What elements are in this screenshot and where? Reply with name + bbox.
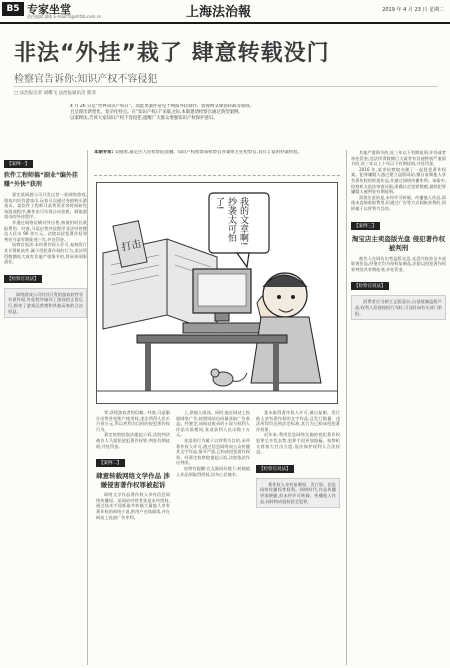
header-rule [0,22,450,24]
section-title: 专家坐堂 [27,3,71,16]
body-paragraph: 检察官说法:未经著作权人许可,复制发行其计算机软件,属于侵犯著作权的行为,违法所得数额较大或有其他严重情节的,将承担刑事责任。 [4,242,87,265]
case-tag: 【检察官说法】 [256,465,294,473]
body-paragraph: 检察官提醒:在互联网环境下,转载他人作品须取得授权,切勿心存侥幸。 [176,465,250,477]
prosecutor-note-box [4,288,87,318]
expert-intro [94,150,340,176]
box-text: 消费者应当树立正版意识,自觉抵制盗版产品;权利人发现侵权行为时,可及时向有关部门举报。 [355,299,442,316]
page-header [0,0,450,24]
lead-line: 4 月 26 日是“世界知识产权日”。而此类案件常见于网游外挂制作、影视网文肆意转载等领域, [70,104,251,109]
middle-column-1 [96,410,170,665]
body-paragraph: 被告人在网店出售盗版光盘,光盘内容涉及多部影视作品,经鉴定均为侵权复制品,法院以侵犯著作权罪判处其有期徒刑,并处罚金。 [351,255,446,272]
case-title: 软件工程师搞“副业”编外挂赚“外快”获刑 [4,172,78,188]
middle-column-3 [256,410,340,665]
cartoon-drawing [97,183,338,404]
body-paragraph: 张某的行为属于以营利为目的,未经著作权人许可,通过信息网络向公众传播其文字作品,情节严重,已构成侵犯著作权罪。经嘉定检察院提起公诉,法院依法作出判决。 [176,437,250,466]
body-paragraph: 近年来,利用信息网络实施的侵犯著作权犯罪呈多发态势,犯罪手段更加隐蔽。检察机关将加大打击力度,依法保护权利人合法权益。 [256,432,340,455]
expert-label: 本期专家: [94,150,114,155]
body-paragraph: 并通过网络店铺对外出售,按使用时长收取费用。经查,马某出售外挂程序非法经营额达人民币 90 余万元。法院以侵犯著作权罪判处马某有期徒刑三年,并处罚金。 [4,219,87,242]
article-headline: 非法“外挂”栽了 肆意转载没门 [14,41,330,66]
box-text: 著作权人享有复制权、发行权、信息网络传播权等权利。网络时代,作品传播更加便捷,但未经许可转载、传播他人作品,同样构成侵权甚至犯罪。 [260,481,336,504]
lead-line: 且呈现出新型化、复杂化特点。在“知识产权日”来临之际,本版邀请检察官通过典型案例, [70,110,240,115]
page-badge: B5 [2,2,24,16]
editor-line: 责任编辑 潘敏 E-mail:fz@shfzb.com.cn [27,14,102,19]
headline-rule [14,86,438,87]
case-tag: 【案例二】 [96,459,125,467]
cartoon-speech: 我的文章啊!抄袭太可怕了! [214,197,248,246]
body-paragraph: 2016 年,某市检察院办理了一起侵犯著作权案。犯罪嫌疑人通过建立盗版网站,擅自复制他人享有著作权的影视作品,并通过网络传播牟利。该案中,检察机关依法审查证据,准确认定犯罪数额,最终犯罪嫌疑人被判处有期徒刑。 [351,166,446,195]
body-paragraph: 某未取得著作权人许可,擅自复制、发行他人享有著作权的文字作品,且发行数量、违法所得均达到法定标准,其行为已构成侵犯著作权罪。 [256,410,340,432]
lead-line: 以案释法,告诉大家知识产权不容侵犯,提醒广大群众增强知识产权保护意识。 [70,116,218,121]
prosecutor-note-box [256,478,340,508]
right-column [346,150,446,665]
box-text: 网络游戏公司对其开发的游戏软件享有著作权,外挂程序破坏了游戏的正常运行,损害了游戏运营商和其他玩家的合法权益。 [8,291,84,314]
case-title: 淘宝店主卖盗版光盘 侵犯著作权被判刑 [351,234,446,252]
body-paragraph: 需要注意的是,未经许可转载、传播他人作品,即使未直接收取费用,但通过广告等方式间接获利的,同样属于以营利为目的。 [351,194,446,211]
expert-text: 吴晓勇,嘉定区人民检察院金融、知识产权检察部检察官办案组主任检察官,具有丰富的办案经验。 [114,150,302,155]
cartoon-sign-text: 打击 [120,238,143,254]
left-column [4,150,88,665]
body-paragraph: 嘉定某网游公司开发运营一款网络游戏,游戏内设有游戏币,玩家可以通过充值购买游戏币。某软件工程师马某利用业余时间研究该游戏程序,制作出可实现自动挂机、刷取游戏币的外挂程序, [4,192,87,220]
case-tag: 【检察官说法】 [351,282,389,290]
article-subhead: 检察官告诉你:知识产权不容侵犯 [14,74,158,85]
cartoon-illustration [96,182,338,404]
case-tag: 【检察官说法】 [4,275,42,283]
case-tag: 【案例三】 [351,222,380,230]
issue-date: 2019 年 4 月 23 日 星期二 [382,7,444,13]
body-paragraph: 网络文学作品著作权人享有信息网络传播权。某网站经营者张某未经授权,通过技术手段抓取并转载大量他人享有著作权的网络小说,供用户在线阅读,并在网站上投放广告牟利。 [96,492,170,520]
body-paragraph: 其他严重情节的,处三年以下有期徒刑,并处或者单处罚金;违法所得数额巨大或者有其他特别严重情节的,处三年以上十年以下有期徒刑,并处罚金。 [351,150,446,167]
middle-column-2 [176,410,250,665]
article-byline: □ 法治报记者 胡蝶飞 法治报通讯员 熊菲 [14,91,96,96]
body-paragraph: 等,获得游戏者的信赖。经查,马某累计出售外挂账户使用权,违法所得人民币百余万元,系以营利为目的的侵犯著作权行为。 [96,410,170,432]
body-paragraph: 嘉定检察院依法提起公诉,法院判决被告人马某犯侵犯著作权罪,判处有期徒刑,并处罚金。 [96,432,170,449]
newspaper-name: 上海法治報 [186,5,252,20]
case-title: 肆意转载网络文学作品 涉嫌侵害著作权罪被起诉 [96,472,170,490]
body-paragraph: 上,供他人阅读。同时,他在网站上投放网络广告,按照网站访问量获取广告收益。经鉴定,该网站收录的小说与权利人作品实质相同,张某获利人民币数十万元。 [176,410,250,438]
prosecutor-note-box [351,295,446,320]
article-lead [70,104,388,140]
case-tag: 【案例一】 [4,160,33,168]
